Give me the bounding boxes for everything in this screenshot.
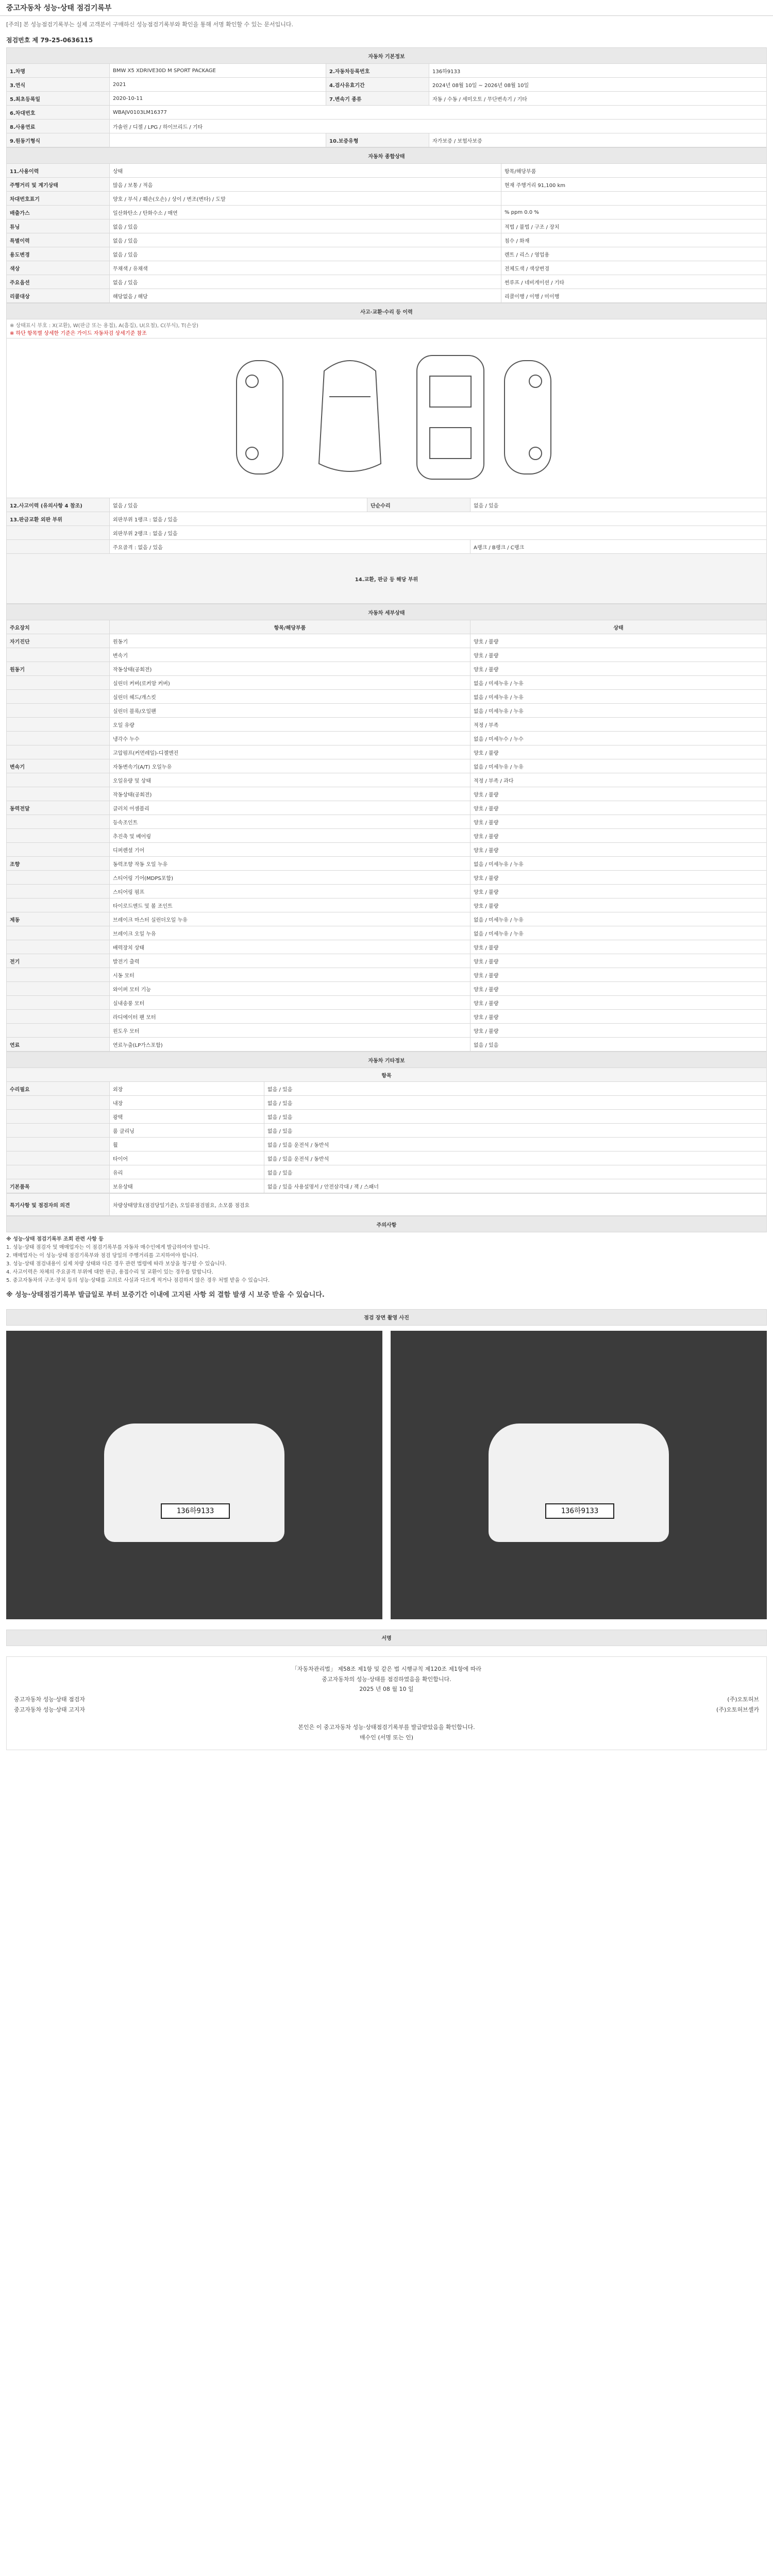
reg-label: 점검번호 제 [6, 37, 39, 44]
table-row [7, 982, 767, 996]
cell-item: 보유상태 [110, 1179, 264, 1193]
cell-right: 썬루프 / 네비게이션 / 기타 [501, 275, 767, 289]
cell-label: 6.차대번호 [7, 106, 110, 120]
cell-label [7, 526, 110, 540]
cell-label: 1.차명 [7, 64, 110, 78]
table-row [7, 968, 767, 982]
cell-value: 외판부위 2랭크 : 없음 / 있음 [110, 526, 767, 540]
cell-group [7, 926, 110, 940]
cell-value: 주요골격 : 없음 / 있음 [110, 540, 470, 554]
cell-value [110, 133, 326, 147]
opinion-value: 차량상태양호(점검당일기준), 오일류점검필요, 소모품 점검요 [110, 1194, 767, 1216]
cell-state: 양호 / 불량 [470, 899, 767, 912]
cell-value: 많음 / 보통 / 적음 [110, 178, 501, 192]
cell-state: 없음 / 있음 [264, 1082, 767, 1096]
cell-right: % ppm 0.0 % [501, 206, 767, 219]
table-row [7, 718, 767, 732]
cell-value: A랭크 / B랭크 / C랭크 [470, 540, 767, 554]
section-general: 자동차 종합상태 [7, 148, 767, 164]
cell-group [7, 690, 110, 704]
cell-value: 2020-10-11 [110, 92, 326, 106]
table-row [7, 732, 767, 745]
cell-group [7, 732, 110, 745]
photos-header-table [6, 1309, 767, 1326]
section-sign: 서명 [7, 1630, 767, 1646]
inspector-row [14, 1694, 759, 1705]
table-row [7, 261, 767, 275]
table-row [7, 540, 767, 554]
cell-label: 주요옵션 [7, 275, 110, 289]
reg-number: 79-25-0636115 [40, 37, 93, 44]
cell-group [7, 982, 110, 996]
cell-item: 실린더 헤드/개스킷 [110, 690, 470, 704]
cell-group [7, 871, 110, 885]
table-row [7, 912, 767, 926]
section-photos: 점검 장면 촬영 사진 [7, 1309, 767, 1325]
cell-state: 양호 / 불량 [470, 634, 767, 648]
cell-state: 양호 / 불량 [470, 829, 767, 843]
registration-number [0, 32, 773, 47]
table-row [7, 773, 767, 787]
cell-label [7, 540, 110, 554]
cell-value: 없음 / 있음 [110, 247, 501, 261]
cell-group: 수리필요 [7, 1082, 110, 1096]
car-front-image [104, 1423, 284, 1542]
cell-state: 양호 / 불량 [470, 815, 767, 829]
cell-state: 없음 / 있음 [264, 1165, 767, 1179]
cell-value: 일산화탄소 / 탄화수소 / 매연 [110, 206, 501, 219]
cell-item: 내장 [110, 1096, 264, 1110]
cell-label: 13.판금교환 외판 부위 [7, 512, 110, 526]
cell-group [7, 940, 110, 954]
cell-group [7, 704, 110, 718]
head-group: 주요장치 [7, 620, 110, 634]
cell-group [7, 829, 110, 843]
cell-item: 작동상태(공회전) [110, 662, 470, 676]
seller-name: (주)오토허브셀카 [716, 1706, 759, 1713]
receive-text: 본인은 이 중고자동차 성능·상태점검기록부를 발급받았음을 확인합니다. [298, 1723, 475, 1731]
cell-item: 추진축 및 베어링 [110, 829, 470, 843]
table-row [7, 526, 767, 540]
cell-state: 양호 / 불량 [470, 1024, 767, 1038]
note-line: 2. 매매업자는 이 성능·상태 점검기록부와 점검 당일의 주행거리를 고지하여야 합니다. [6, 1253, 198, 1259]
cell-item: 브레이크 마스터 실린더오일 누유 [110, 912, 470, 926]
table-row [7, 275, 767, 289]
cell-state: 양호 / 불량 [470, 1010, 767, 1024]
cell-group: 자기진단 [7, 634, 110, 648]
table-row [7, 164, 767, 178]
head-state: 상태 [470, 620, 767, 634]
cell-value: WBAJV0103LM16377 [110, 106, 767, 120]
cell-state: 없음 / 있음 [470, 1038, 767, 1052]
table-row [7, 954, 767, 968]
cell-label: 용도변경 [7, 247, 110, 261]
note-line: 4. 사고이력은 차체의 주요골격 부위에 대한 판금, 용접수리 및 교환이 있는 경우를 말합니다. [6, 1269, 213, 1275]
cell-group: 동력전달 [7, 801, 110, 815]
table-row [7, 996, 767, 1010]
cell-state: 없음 / 있음 사용설명서 / 안전삼각대 / 잭 / 스패너 [264, 1179, 767, 1193]
note-line: 3. 성능·상태 점검내용이 실제 차량 상태와 다른 경우 관련 법령에 따라 보상을 청구할 수 있습니다. [6, 1261, 227, 1267]
cell-group [7, 745, 110, 759]
cell-label: 단순수리 [367, 498, 470, 512]
cell-state: 양호 / 불량 [470, 787, 767, 801]
cell-value: 가솔린 / 디젤 / LPG / 하이브리드 / 기타 [110, 120, 767, 133]
table-row [7, 64, 767, 78]
cell-value: 없음 / 있음 [470, 498, 767, 512]
table-row [7, 676, 767, 690]
notes-block [6, 1235, 767, 1301]
cell-label: 튜닝 [7, 219, 110, 233]
cell-state: 적정 / 부족 [470, 718, 767, 732]
sign-line: 중고자동차의 성능·상태를 점검하였음을 확인합니다. [322, 1675, 451, 1683]
cell-item: 연료누출(LP가스포함) [110, 1038, 470, 1052]
cell-state: 양호 / 불량 [470, 801, 767, 815]
cell-right [501, 192, 767, 206]
cell-state: 적정 / 부족 / 과다 [470, 773, 767, 787]
cell-value: 양호 / 부식 / 훼손(오손) / 상이 / 변조(변타) / 도말 [110, 192, 501, 206]
table-row [7, 690, 767, 704]
cell-item: 라디에이터 팬 모터 [110, 1010, 470, 1024]
cell-item: 변속기 [110, 648, 470, 662]
cell-group [7, 885, 110, 899]
car-side-left-icon [237, 361, 283, 474]
cell-item: 디퍼렌셜 기어 [110, 843, 470, 857]
cell-right: 항목/해당부품 [501, 164, 767, 178]
table-row [7, 192, 767, 206]
photo-front [6, 1331, 382, 1619]
cell-label: 3.연식 [7, 78, 110, 92]
cell-state: 없음 / 미세누유 / 누유 [470, 759, 767, 773]
table-row [7, 289, 767, 303]
cell-group [7, 1010, 110, 1024]
cell-item: 실내송풍 모터 [110, 996, 470, 1010]
cell-group [7, 1024, 110, 1038]
cell-value: 해당없음 / 해당 [110, 289, 501, 303]
detail-condition-table [6, 604, 767, 1052]
cell-state: 양호 / 불량 [470, 982, 767, 996]
notice-text: [주의] 본 성능점검기록부는 실제 고객분이 구매하신 성능점검기록부와 확인을 통해 서명 확인할 수 있는 문서입니다. [6, 21, 293, 28]
table-row [7, 1165, 767, 1179]
cell-state: 없음 / 있음 [264, 1124, 767, 1138]
table-row [7, 178, 767, 192]
cell-value: 자가보증 / 보험사보증 [429, 133, 767, 147]
cell-state: 없음 / 있음 [264, 1110, 767, 1124]
cell-item: 시동 모터 [110, 968, 470, 982]
cell-right: 전체도색 / 색상변경 [501, 261, 767, 275]
cell-label: 차대번호표기 [7, 192, 110, 206]
cell-item: 스티어링 펌프 [110, 885, 470, 899]
cell-group: 연료 [7, 1038, 110, 1052]
cell-item: 작동상태(공회전) [110, 787, 470, 801]
table-row [7, 662, 767, 676]
section-accident: 사고·교환·수리 등 이력 [7, 303, 767, 319]
section-basic: 자동차 기본정보 [7, 48, 767, 64]
table-row [7, 926, 767, 940]
cell-right: 침수 / 화재 [501, 233, 767, 247]
notes-title: ※ 성능·상태 점검기록부 조회 관련 사항 등 [6, 1236, 104, 1242]
table-row [7, 1151, 767, 1165]
cell-group: 전기 [7, 954, 110, 968]
parts-subsection: 14.교환, 판금 등 해당 부위 [7, 554, 767, 604]
seller-label: 중고자동차 성능·상태 고지자 [14, 1706, 86, 1713]
table-row [7, 247, 767, 261]
table-row [7, 940, 767, 954]
table-row [7, 120, 767, 133]
table-row [7, 133, 767, 147]
basic-info-table [6, 47, 767, 147]
cell-state: 없음 / 미세누유 / 누유 [470, 926, 767, 940]
notes-table [6, 1216, 767, 1232]
cell-group: 변속기 [7, 759, 110, 773]
cell-group [7, 968, 110, 982]
photo-rear [391, 1331, 767, 1619]
cell-state: 양호 / 불량 [470, 843, 767, 857]
cell-group [7, 843, 110, 857]
cell-group [7, 1138, 110, 1151]
head-item: 항목/해당부품 [110, 620, 470, 634]
table-row [7, 787, 767, 801]
section-other: 자동차 기타정보 [7, 1052, 767, 1068]
opinion-label: 특기사항 및 점검자의 의견 [7, 1194, 110, 1216]
cell-label: 12.사고이력 (유의사항 4 참조) [7, 498, 110, 512]
cell-right: 현재 주행거리 91,100 km [501, 178, 767, 192]
cell-state: 없음 / 있음 [264, 1096, 767, 1110]
cell-label: 7.변속기 종류 [326, 92, 429, 106]
table-row [7, 815, 767, 829]
page-title: 중고자동차 성능·상태 점검기록부 [0, 0, 773, 16]
other-head: 항목 [7, 1068, 767, 1082]
table-row [7, 1138, 767, 1151]
cell-state: 양호 / 불량 [470, 745, 767, 759]
notes-bottom: ※ 성능·상태점검기록부 발급일로 부터 보증기간 이내에 고지된 사항 외 결함 발생 시 보증 받을 수 있습니다. [6, 1291, 325, 1299]
table-row [7, 759, 767, 773]
table-row [7, 648, 767, 662]
cell-value: 무채색 / 유채색 [110, 261, 501, 275]
cell-state: 양호 / 불량 [470, 954, 767, 968]
cell-value: 136하9133 [429, 64, 767, 78]
cell-value: 없음 / 있음 [110, 275, 501, 289]
cell-value: 2024년 08월 10일 ~ 2026년 08월 10일 [429, 78, 767, 92]
table-row [7, 106, 767, 120]
cell-item: 타이어 [110, 1151, 264, 1165]
inspector-label: 중고자동차 성능·상태 점검자 [14, 1696, 86, 1703]
table-row [7, 1024, 767, 1038]
cell-item: 오일 유량 [110, 718, 470, 732]
cell-label: 배출가스 [7, 206, 110, 219]
cell-label: 11.사용이력 [7, 164, 110, 178]
cell-label: 8.사용연료 [7, 120, 110, 133]
table-row [7, 704, 767, 718]
table-row [7, 899, 767, 912]
cell-group [7, 1151, 110, 1165]
section-notes: 주의사항 [7, 1216, 767, 1232]
cell-item: 와이퍼 모터 기능 [110, 982, 470, 996]
table-row [7, 801, 767, 815]
cell-group [7, 815, 110, 829]
cell-state: 양호 / 불량 [470, 871, 767, 885]
table-row [7, 512, 767, 526]
legend-note: ※ 하단 항목별 상세한 기준은 가이드 자동차검 상세기준 참조 [10, 331, 147, 336]
note-line: 1. 성능·상태 점검자 및 매매업자는 이 점검기록부를 자동차 매수인에게 발급하여야 합니다. [6, 1245, 210, 1250]
sign-date: 2025 년 08 월 10 일 [359, 1686, 414, 1693]
cell-item: 스티어링 기어(MDPS포함) [110, 871, 470, 885]
cell-group [7, 996, 110, 1010]
cell-item: 고압펌프(커먼레일)-디젤엔진 [110, 745, 470, 759]
cell-right: 렌트 / 리스 / 영업용 [501, 247, 767, 261]
cell-item: 룸 클리닝 [110, 1124, 264, 1138]
cell-label: 주행거리 및 계기상태 [7, 178, 110, 192]
cell-value: 없음 / 있음 [110, 233, 501, 247]
cell-label: 5.최초등록일 [7, 92, 110, 106]
cell-group [7, 676, 110, 690]
cell-item: 오일유량 및 상태 [110, 773, 470, 787]
cell-item: 실린더 블록/오일팬 [110, 704, 470, 718]
cell-label: 특별이력 [7, 233, 110, 247]
buyer-sign[interactable]: 매수인 (서명 또는 인) [359, 1734, 414, 1741]
sign-header-table [6, 1630, 767, 1646]
legend-cell [7, 319, 767, 338]
cell-group: 원동기 [7, 662, 110, 676]
cell-item: 브레이크 오일 누유 [110, 926, 470, 940]
cell-group [7, 1096, 110, 1110]
sign-block [6, 1656, 767, 1751]
cell-value: 없음 / 있음 [110, 498, 367, 512]
table-row [7, 634, 767, 648]
other-info-table [6, 1052, 767, 1193]
cell-item: 광택 [110, 1110, 264, 1124]
cell-group [7, 648, 110, 662]
seller-row [14, 1705, 759, 1715]
table-row [7, 829, 767, 843]
cell-item: 등속조인트 [110, 815, 470, 829]
cell-group [7, 718, 110, 732]
cell-group [7, 773, 110, 787]
cell-item: 냉각수 누수 [110, 732, 470, 745]
table-row [7, 219, 767, 233]
sign-line: 「자동차관리법」 제58조 제1항 및 같은 법 시행규칙 제120조 제1항에 따라 [291, 1665, 482, 1672]
cell-label: 9.원동기형식 [7, 133, 110, 147]
cell-group [7, 1110, 110, 1124]
table-row [7, 1010, 767, 1024]
cell-group: 제동 [7, 912, 110, 926]
cell-value: 자동 / 수동 / 세미오토 / 무단변속기 / 기타 [429, 92, 767, 106]
cell-state: 양호 / 불량 [470, 996, 767, 1010]
cell-state: 없음 / 있음 운전석 / 동반석 [264, 1138, 767, 1151]
table-row [7, 1179, 767, 1193]
license-plate: 136하9133 [545, 1503, 614, 1519]
cell-state: 양호 / 불량 [470, 940, 767, 954]
cell-item: 유리 [110, 1165, 264, 1179]
cell-group [7, 787, 110, 801]
cell-group [7, 899, 110, 912]
cell-value: 외판부위 1랭크 : 없음 / 있음 [110, 512, 767, 526]
note-line: 5. 중고자동차의 구조·장치 등의 성능·상태를 고의로 사실과 다르게 적거나 점검하지 않은 경우 처벌 받을 수 있습니다. [6, 1278, 270, 1283]
table-row [7, 1110, 767, 1124]
table-row [7, 1038, 767, 1052]
section-detail: 자동차 세부상태 [7, 604, 767, 620]
legend-text: ※ 상태표시 부호 : X(교환), W(판금 또는 용접), A(흠집), U(요철), C(부식), T(손상) [10, 323, 198, 329]
table-row [7, 871, 767, 885]
cell-right: 적법 / 불법 / 구조 / 장치 [501, 219, 767, 233]
cell-value: 없음 / 있음 [110, 219, 501, 233]
cell-group [7, 1165, 110, 1179]
table-row [7, 206, 767, 219]
cell-item: 클러치 어셈블리 [110, 801, 470, 815]
cell-state: 양호 / 불량 [470, 648, 767, 662]
car-side-right-icon [505, 361, 551, 474]
table-row [7, 233, 767, 247]
cell-state: 없음 / 미세누유 / 누유 [470, 912, 767, 926]
cell-state: 양호 / 불량 [470, 662, 767, 676]
cell-group: 조향 [7, 857, 110, 871]
table-row [7, 857, 767, 871]
cell-item: 윈도우 모터 [110, 1024, 470, 1038]
cell-item: 타이로드엔드 및 볼 조인트 [110, 899, 470, 912]
photos-row [6, 1331, 767, 1619]
table-row [7, 745, 767, 759]
table-row [7, 92, 767, 106]
cell-state: 없음 / 미세누유 / 누유 [470, 676, 767, 690]
cell-state: 없음 / 미세누수 / 누수 [470, 732, 767, 745]
cell-item: 발전기 출력 [110, 954, 470, 968]
table-row [7, 1194, 767, 1216]
inspector-name: (주)오토허브 [727, 1696, 759, 1703]
table-row [7, 498, 767, 512]
cell-state: 양호 / 불량 [470, 968, 767, 982]
table-row [7, 1096, 767, 1110]
cell-label: 색상 [7, 261, 110, 275]
cell-state: 없음 / 미세누유 / 누유 [470, 857, 767, 871]
cell-item: 자동변속기(A/T) 오일누유 [110, 759, 470, 773]
cell-label: 10.보증유형 [326, 133, 429, 147]
car-top-front-icon [319, 361, 381, 471]
cell-state: 없음 / 미세누유 / 누유 [470, 690, 767, 704]
cell-item: 동력조향 작동 오일 누유 [110, 857, 470, 871]
cell-item: 외장 [110, 1082, 264, 1096]
table-row [7, 78, 767, 92]
accident-table [6, 303, 767, 604]
table-row [7, 843, 767, 857]
cell-label: 4.검사유효기간 [326, 78, 429, 92]
cell-state: 양호 / 불량 [470, 885, 767, 899]
table-row [7, 885, 767, 899]
cell-group: 기본품목 [7, 1179, 110, 1193]
cell-item: 원동기 [110, 634, 470, 648]
general-condition-table [6, 147, 767, 303]
cell-value: 2021 [110, 78, 326, 92]
cell-state: 없음 / 미세누유 / 누유 [470, 704, 767, 718]
cell-group [7, 1124, 110, 1138]
car-frame-icon [417, 355, 484, 479]
car-rear-image [489, 1423, 669, 1542]
opinion-table [6, 1193, 767, 1216]
car-diagram [7, 338, 767, 498]
cell-value: 상태 [110, 164, 501, 178]
cell-value: BMW X5 XDRIVE30D M SPORT PACKAGE [110, 64, 326, 78]
table-row [7, 1124, 767, 1138]
cell-item: 휠 [110, 1138, 264, 1151]
cell-right: 리콜이행 / 이행 / 미이행 [501, 289, 767, 303]
cell-item: 실린더 커버(로커암 커버) [110, 676, 470, 690]
cell-label: 2.자동차등록번호 [326, 64, 429, 78]
cell-label: 리콜대상 [7, 289, 110, 303]
car-diagram-svg [10, 340, 757, 495]
cell-state: 없음 / 있음 운전석 / 동반석 [264, 1151, 767, 1165]
cell-item: 배력장치 상태 [110, 940, 470, 954]
license-plate: 136하9133 [161, 1503, 230, 1519]
table-row [7, 1082, 767, 1096]
